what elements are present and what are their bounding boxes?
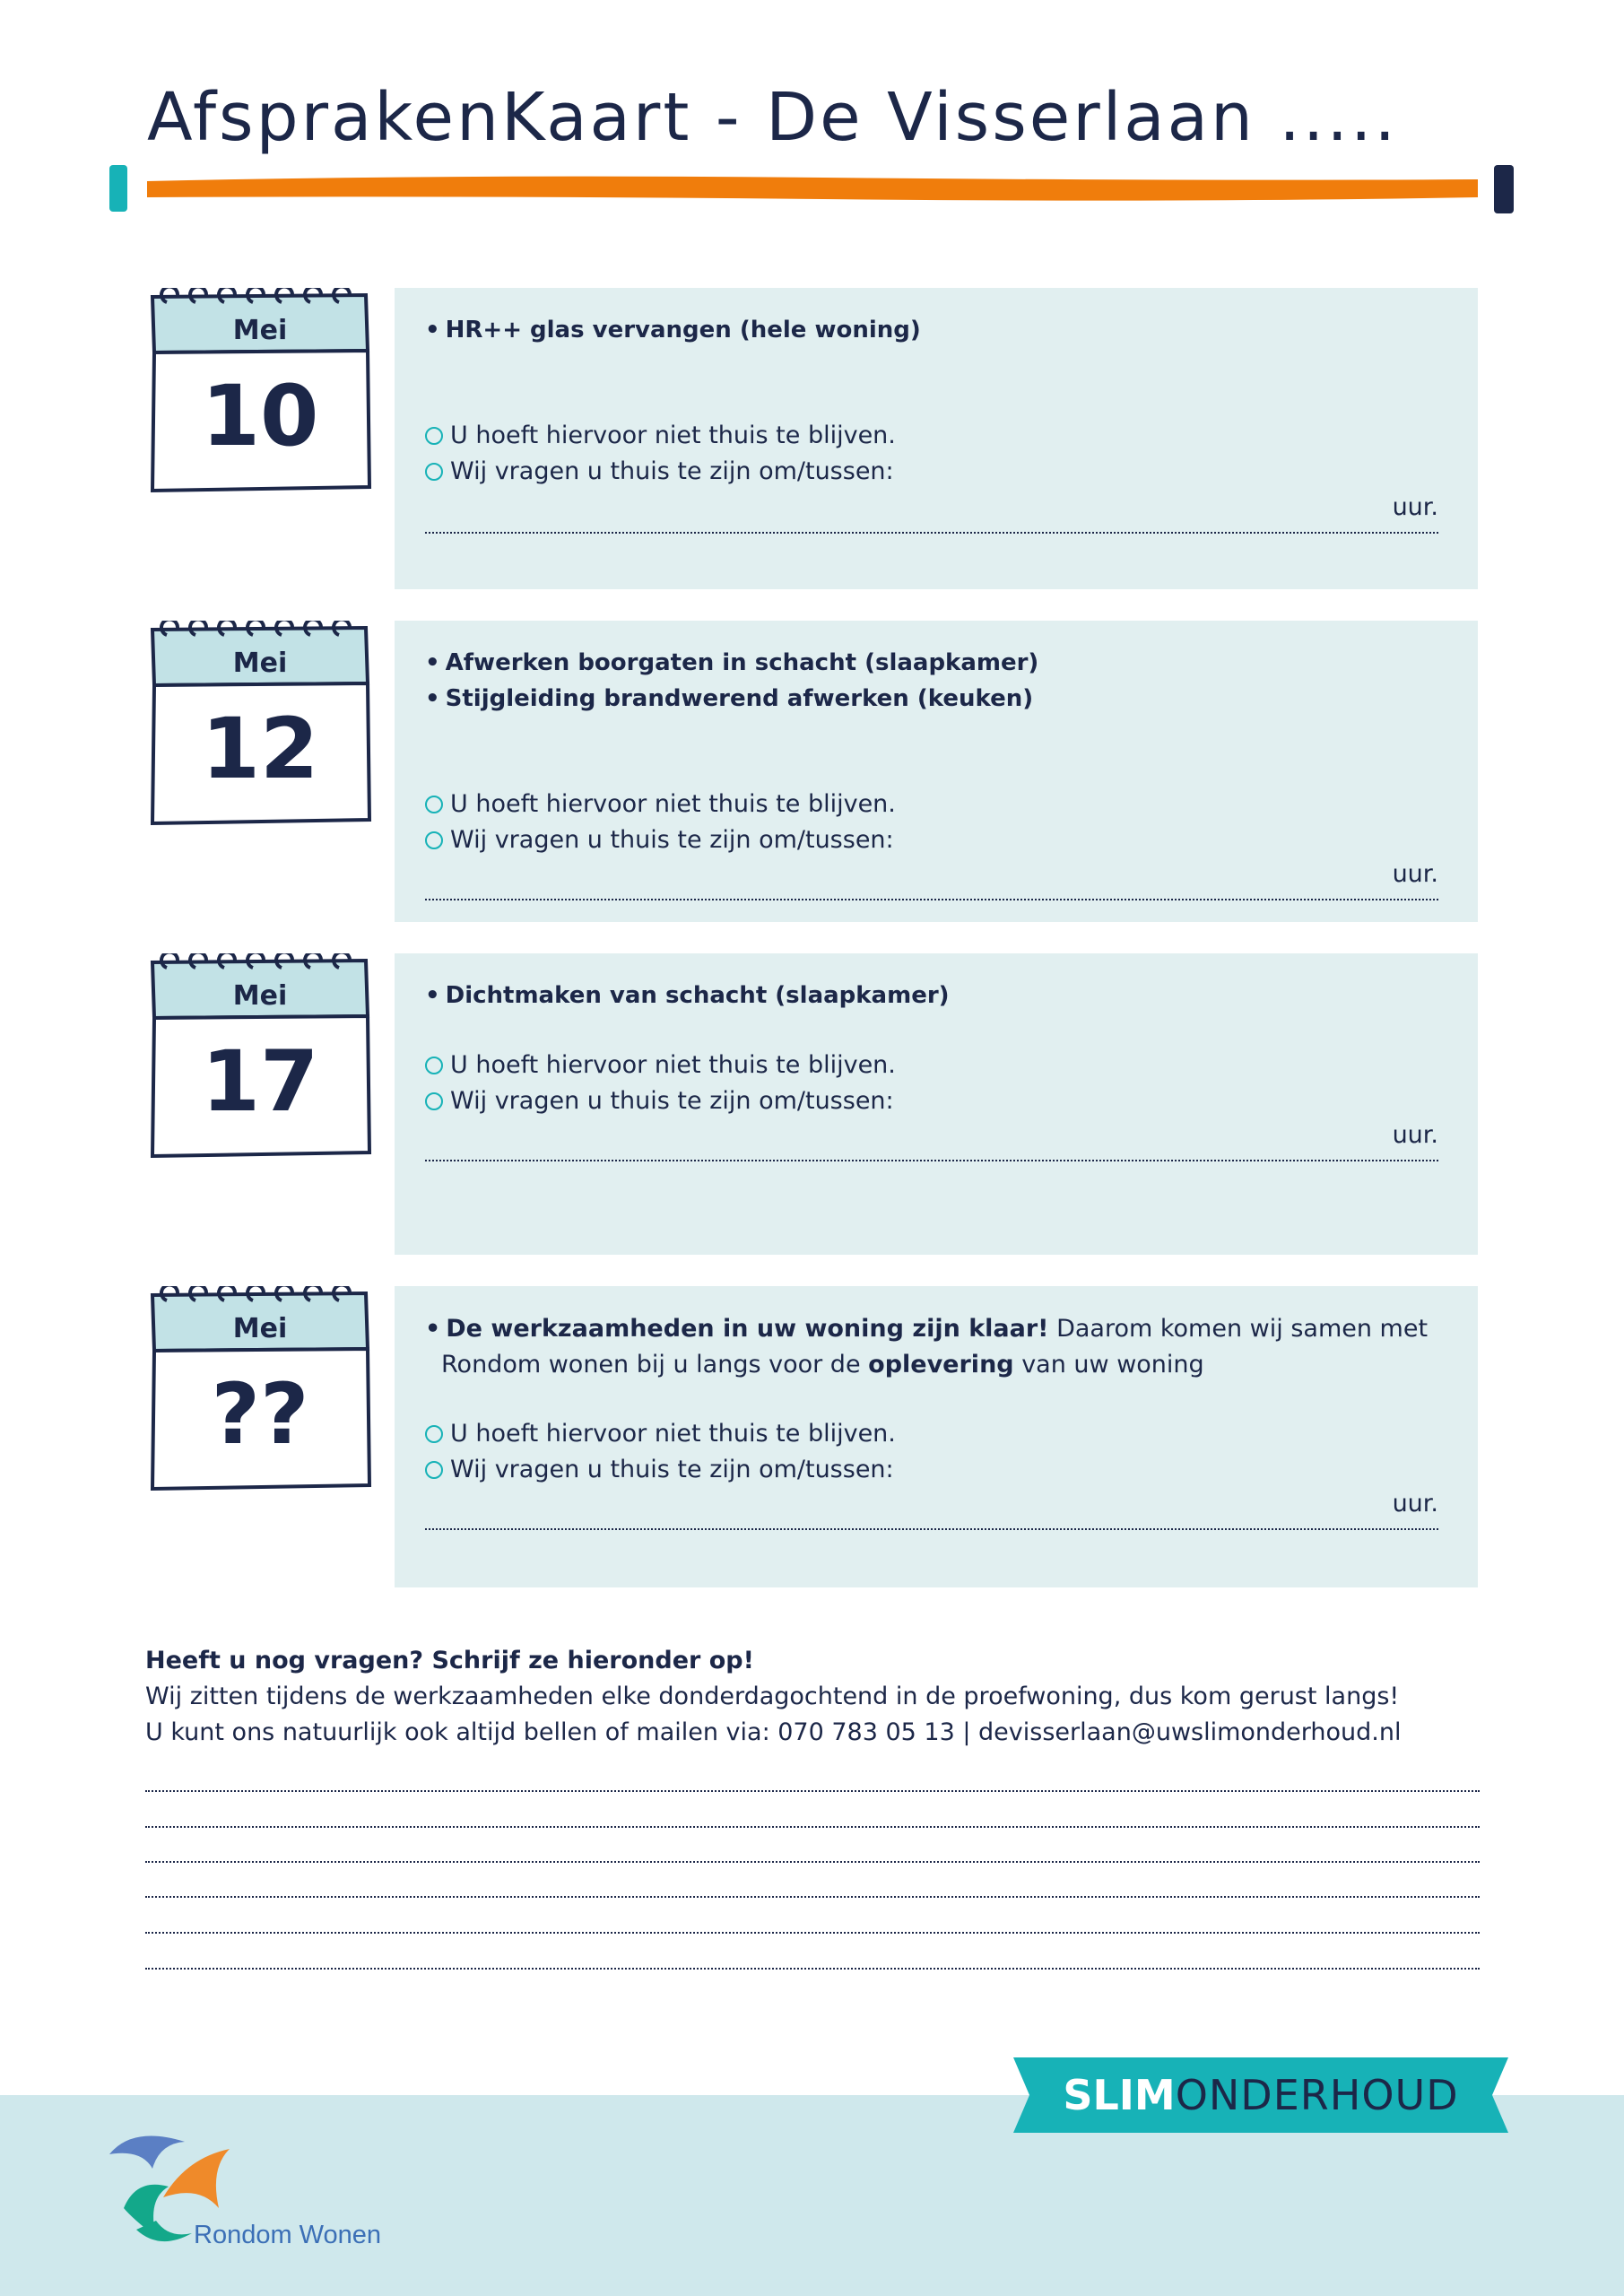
calendar-day: ??	[211, 1366, 309, 1464]
question-write-line[interactable]	[145, 1968, 1480, 1970]
appointment-2	[143, 621, 1478, 922]
option-home[interactable]: Wij vragen u thuis te zijn om/tussen:	[425, 1084, 894, 1118]
question-write-line[interactable]	[145, 1861, 1480, 1863]
task-item: • HR++ glas vervangen (hele woning)	[425, 317, 921, 344]
title-underline	[106, 161, 1518, 219]
calendar-month: Mei	[232, 315, 288, 346]
radio-icon[interactable]	[425, 1092, 443, 1110]
task-item: • Dichtmaken van schacht (slaapkamer)	[425, 982, 950, 1009]
radio-icon[interactable]	[425, 796, 443, 813]
option-home[interactable]: Wij vragen u thuis te zijn om/tussen:	[425, 1453, 894, 1487]
calendar-day: 17	[201, 1033, 319, 1131]
calendar-icon	[143, 288, 378, 503]
uur-label: uur.	[1392, 493, 1438, 521]
calendar-day: 12	[201, 700, 319, 798]
uur-label: uur.	[1392, 1490, 1438, 1518]
radio-icon[interactable]	[425, 1461, 443, 1479]
rondom-wonen-logo	[106, 2122, 393, 2266]
task-item: • De werkzaamheden in uw woning zijn klaar! Daarom komen wij samen met Rondom wonen bij u langs voor de oplevering van uw woning	[425, 1315, 1429, 1378]
radio-icon[interactable]	[425, 1057, 443, 1074]
option-not-home[interactable]: U hoeft hiervoor niet thuis te blijven.	[425, 1417, 896, 1451]
question-write-line[interactable]	[145, 1826, 1480, 1828]
appointment-1	[143, 288, 1478, 589]
uur-label: uur.	[1392, 860, 1438, 888]
time-write-line[interactable]	[425, 1528, 1438, 1530]
questions-section	[145, 1643, 1490, 1751]
calendar-month: Mei	[232, 648, 288, 679]
appointment-panel	[395, 953, 1478, 1255]
question-write-line[interactable]	[145, 1932, 1480, 1934]
page-title: AfsprakenKaart - De Visserlaan .....	[147, 79, 1399, 156]
slimonderhoud-logo: SLIMONDERHOUD	[1013, 2057, 1508, 2133]
appointment-panel	[395, 621, 1478, 922]
task-item: • Afwerken boorgaten in schacht (slaapkamer)	[425, 649, 1039, 676]
time-write-line[interactable]	[425, 1160, 1438, 1161]
question-write-line[interactable]	[145, 1896, 1480, 1898]
option-not-home[interactable]: U hoeft hiervoor niet thuis te blijven.	[425, 787, 896, 822]
appointment-panel	[395, 288, 1478, 589]
calendar-month: Mei	[232, 980, 288, 1012]
calendar-icon	[143, 621, 378, 836]
appointment-panel	[395, 1286, 1478, 1587]
radio-icon[interactable]	[425, 463, 443, 481]
time-write-line[interactable]	[425, 899, 1438, 900]
time-write-line[interactable]	[425, 532, 1438, 534]
calendar-icon	[143, 953, 378, 1169]
radio-icon[interactable]	[425, 427, 443, 445]
calendar-icon	[143, 1286, 378, 1501]
option-not-home[interactable]: U hoeft hiervoor niet thuis te blijven.	[425, 1048, 896, 1083]
radio-icon[interactable]	[425, 1425, 443, 1443]
questions-text-visit: Wij zitten tijdens de werkzaamheden elke donderdagochtend in de proefwoning, dus kom gerust langs!	[145, 1683, 1400, 1710]
appointment-4	[143, 1286, 1478, 1587]
appointment-3	[143, 953, 1478, 1255]
questions-text-contact: U kunt ons natuurlijk ook altijd bellen of mailen via: 070 783 05 13 | devisserlaan@uwslimonderhoud.nl	[145, 1718, 1402, 1746]
radio-icon[interactable]	[425, 831, 443, 849]
option-not-home[interactable]: U hoeft hiervoor niet thuis te blijven.	[425, 419, 896, 453]
questions-heading: Heeft u nog vragen? Schrijf ze hieronder op!	[145, 1647, 754, 1674]
uur-label: uur.	[1392, 1121, 1438, 1149]
option-home[interactable]: Wij vragen u thuis te zijn om/tussen:	[425, 455, 894, 489]
option-home[interactable]: Wij vragen u thuis te zijn om/tussen:	[425, 823, 894, 857]
task-item: • Stijgleiding brandwerend afwerken (keuken)	[425, 685, 1034, 712]
question-write-line[interactable]	[145, 1790, 1480, 1792]
calendar-day: 10	[201, 368, 319, 465]
calendar-month: Mei	[232, 1313, 288, 1344]
logo-text: Rondom Wonen	[194, 2221, 382, 2249]
